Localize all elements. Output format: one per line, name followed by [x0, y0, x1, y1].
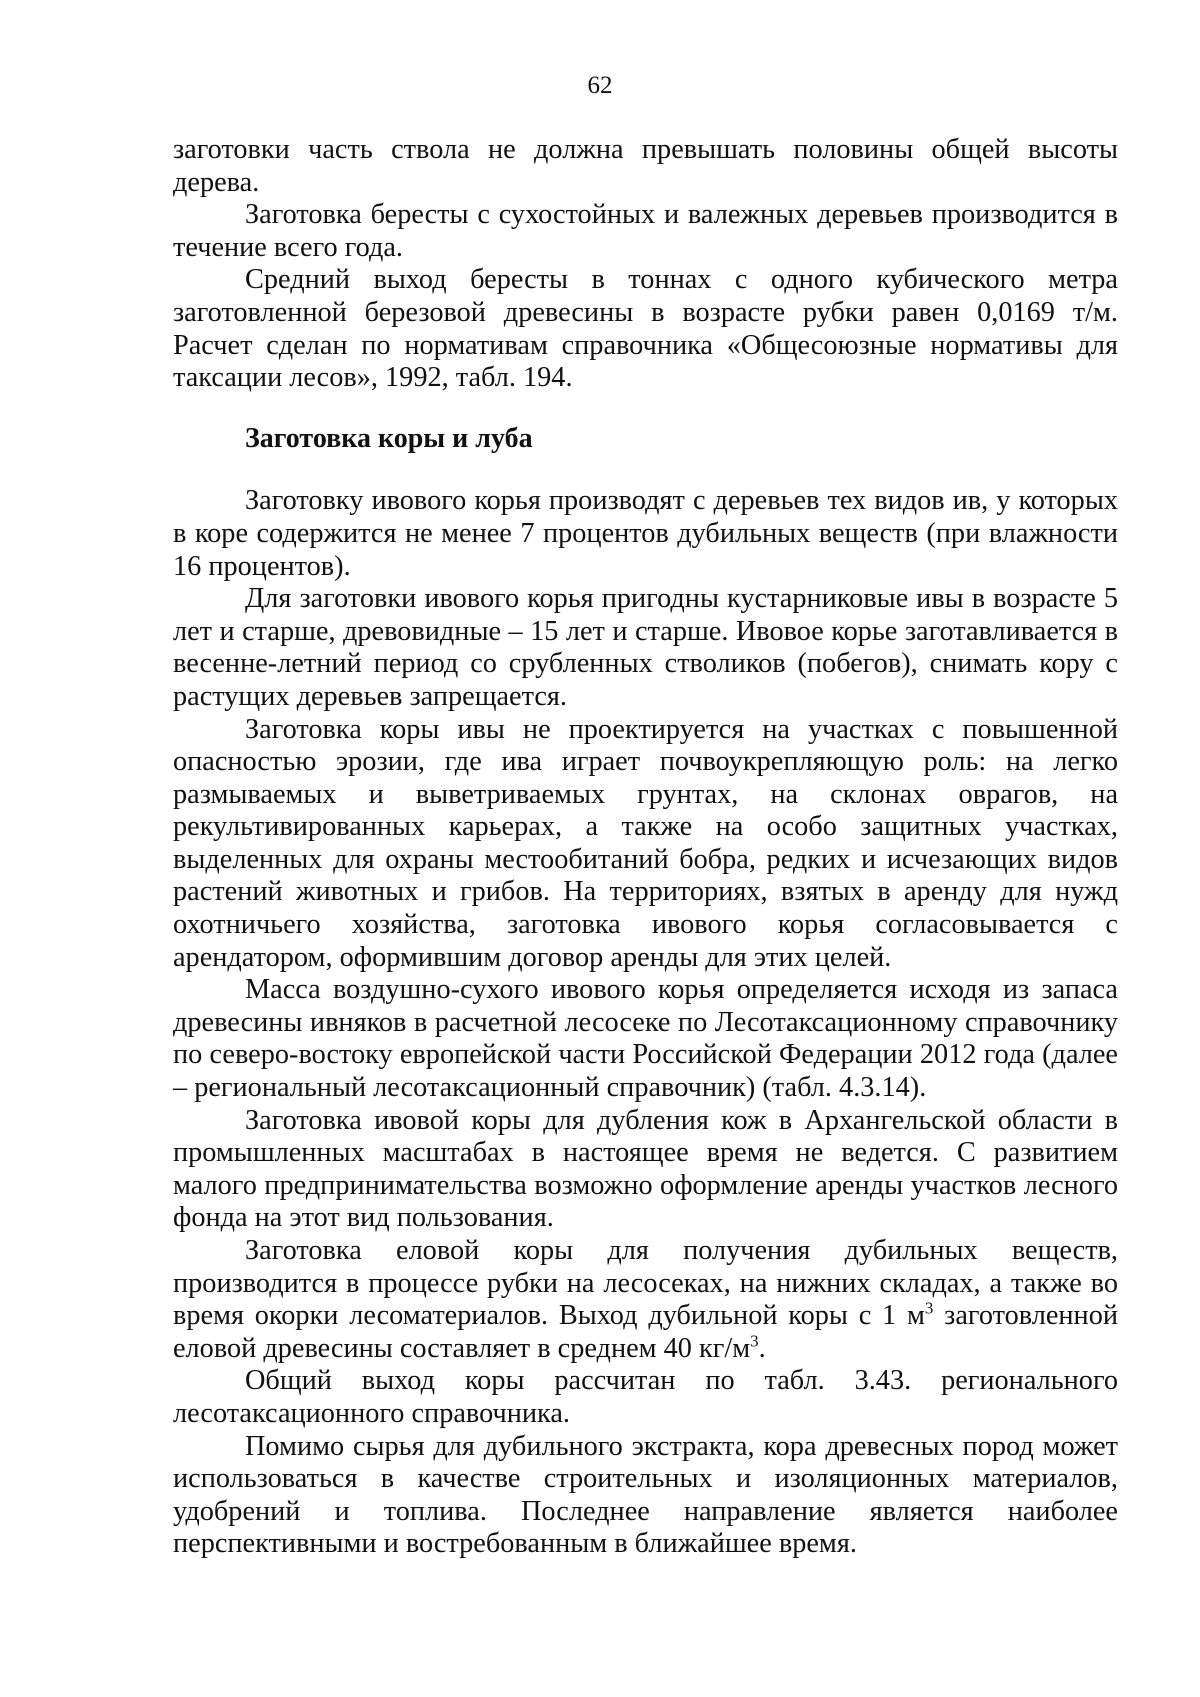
paragraph-birch-bark-season: Заготовка бересты с сухостойных и валежных деревьев производится в течение всего года. — [173, 199, 1118, 263]
paragraph-willow-bark-industry: Заготовка ивовой коры для дубления кож в Архангельской области в промышленных масштабах в настоящее время не ведется. С развитием малого предпринимательства возможно оформление аренды участков лесного фонда на этот вид пользования. — [173, 1104, 1118, 1234]
paragraph-willow-bark-species: Заготовку ивового корья производят с деревьев тех видов ив, у которых в коре содержится не менее 7 процентов дубильных веществ (при влажности 16 процентов). — [173, 485, 1118, 582]
paragraph-bark-other-uses: Помимо сырья для дубильного экстракта, кора древесных пород может использоваться в качестве строительных и изоляционных материалов, удобрений и топлива. Последнее направление является наиболее перспективными и востребованным в ближайшее время. — [173, 1430, 1118, 1560]
paragraph-willow-bark-mass: Масса воздушно-сухого ивового корья определяется исходя из запаса древесины ивняков в расчетной лесосеке по Лесотаксационному справочнику по северо-востоку европейской части Российской Федерации 2012 года (далее – региональный лесотаксационный справочник) (табл. 4.3.14). — [173, 974, 1118, 1104]
superscript-cubic-1: 3 — [924, 1298, 934, 1318]
document-body — [173, 134, 1118, 1561]
paragraph-total-bark-yield: Общий выход коры рассчитан по табл. 3.43. регионального лесотаксационного справочника. — [173, 1365, 1118, 1429]
section-heading: Заготовка коры и луба — [245, 422, 533, 454]
paragraph-continuation: заготовки часть ствола не должна превышать половины общей высоты дерева. — [173, 134, 1118, 198]
superscript-cubic-2: 3 — [750, 1331, 759, 1351]
paragraph-willow-bark-restrictions: Заготовка коры ивы не проектируется на участках с повышенной опасностью эрозии, где ива играет почвоукрепляющую роль: на легко размываемых и выветриваемых грунтах, на склонах оврагов, на рекультивированных карьерах, а также на особо защитных участках, выделенных для охраны местообитаний бобра, редких и исчезающих видов растений животных и грибов. На территориях, взятых в аренду для нужд охотничьего хозяйства, заготовка ивового корья согласовывается с арендатором, оформившим договор аренды для этих целей. — [173, 713, 1118, 973]
spruce-text-part-2: заготовленной еловой древесины составляет в среднем 40 кг/м — [173, 1300, 1118, 1364]
paragraph-spruce-bark — [173, 1235, 1118, 1365]
paragraph-willow-bark-age: Для заготовки ивового корья пригодны кустарниковые ивы в возрасте 5 лет и старше, древовидные – 15 лет и старше. Ивовое корье заготавливается в весенне-летний период со срубленных стволиков (побегов), снимать кору с растущих деревьев запрещается. — [173, 583, 1118, 712]
spruce-text-part-1: Заготовка еловой коры для получения дубильных веществ, производится в процессе рубки на лесосеках, на нижних складах, а также во время окорки лесоматериалов. Выход дубильной коры с 1 м — [173, 1235, 1118, 1332]
spruce-text-part-3: . — [758, 1332, 766, 1364]
page-number: 62 — [587, 72, 613, 99]
paragraph-birch-bark-yield: Средний выход бересты в тоннах с одного кубического метра заготовленной березовой древесины в возрасте рубки равен 0,0169 т/м. Расчет сделан по нормативам справочника «Общесоюзные нормативы для таксации лесов», 1992, табл. 194. — [173, 264, 1118, 394]
